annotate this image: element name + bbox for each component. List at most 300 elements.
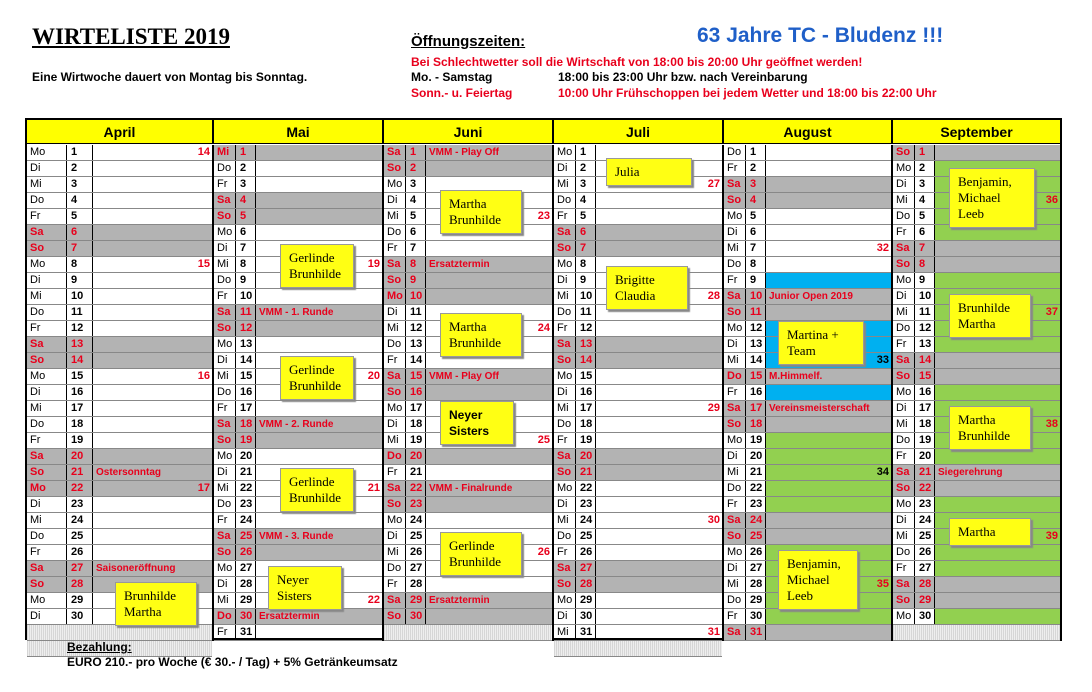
day-row (214, 401, 382, 417)
weekday-label: Sa (724, 513, 746, 528)
week-number: 23 (537, 210, 550, 222)
weekday-label: Di (893, 401, 915, 416)
day-row (27, 385, 212, 401)
day-number: 28 (67, 577, 93, 592)
bad-weather-note: Bei Schlechtwetter soll die Wirtschaft von 18:00 bis 20:00 Uhr geöffnet werden! (411, 55, 863, 69)
event-label: Vereinsmeisterschaft (769, 403, 870, 414)
weekday-label: Mo (893, 273, 915, 288)
week-number: 15 (197, 258, 210, 270)
month-header: August (724, 120, 893, 144)
page-title: WIRTELISTE 2019 (32, 24, 230, 49)
day-number: 9 (406, 273, 426, 288)
day-number: 28 (746, 577, 766, 592)
day-number: 19 (915, 433, 935, 448)
day-number: 3 (67, 177, 93, 192)
weekday-label: Fr (27, 433, 67, 448)
weekday-label: Do (724, 257, 746, 272)
week-number: 24 (537, 322, 550, 334)
weekday-label: Sa (724, 625, 746, 640)
weekday-label: Sa (214, 529, 236, 544)
day-row (724, 609, 891, 625)
day-number: 19 (576, 433, 596, 448)
weekday-label: Di (384, 193, 406, 208)
day-row (27, 353, 212, 369)
day-number: 27 (67, 561, 93, 576)
day-number: 14 (67, 353, 93, 368)
day-number: 20 (746, 449, 766, 464)
day-number: 22 (576, 481, 596, 496)
hours-text-sunday: 10:00 Uhr Frühschoppen bei jedem Wetter und 18:00 bis 22:00 Uhr (558, 86, 937, 100)
week-fill (766, 609, 891, 624)
weekday-label: Do (214, 609, 236, 624)
week-fill (766, 385, 891, 400)
assignment-note: Julia (606, 158, 692, 186)
weekday-label: Do (27, 417, 67, 432)
day-row (893, 625, 1060, 641)
day-row (384, 593, 552, 609)
day-number: 30 (746, 609, 766, 624)
day-number: 1 (915, 145, 935, 160)
weekday-label: Do (384, 225, 406, 240)
weekday-label: So (893, 593, 915, 608)
day-row (27, 465, 212, 481)
week-fill (766, 481, 891, 496)
day-row (27, 417, 212, 433)
day-row (893, 257, 1060, 273)
day-number: 7 (915, 241, 935, 256)
weekday-label: Di (27, 273, 67, 288)
day-number: 24 (576, 513, 596, 528)
weekday-label: Mo (893, 385, 915, 400)
weekday-label: Do (214, 161, 236, 176)
weekday-label: Do (214, 273, 236, 288)
day-number: 17 (406, 401, 426, 416)
day-number: 27 (236, 561, 256, 576)
day-row (214, 305, 382, 321)
weekday-label: Di (893, 177, 915, 192)
weekday-label: Di (724, 337, 746, 352)
weekday-label: So (27, 241, 67, 256)
weekday-label: Do (384, 449, 406, 464)
day-number: 9 (915, 273, 935, 288)
weekday-label: Sa (893, 577, 915, 592)
day-number: 6 (915, 225, 935, 240)
day-row (384, 289, 552, 305)
day-row (724, 289, 891, 305)
day-number: 21 (67, 465, 93, 480)
weekday-label: Mo (554, 593, 576, 608)
weekday-label: Mo (27, 257, 67, 272)
day-number: 17 (576, 401, 596, 416)
day-row (554, 417, 722, 433)
day-row (384, 241, 552, 257)
day-row (27, 497, 212, 513)
day-number: 30 (236, 609, 256, 624)
day-row (27, 433, 212, 449)
weekday-label: Do (893, 321, 915, 336)
day-number: 30 (576, 609, 596, 624)
day-number: 21 (236, 465, 256, 480)
weekday-label: Mi (384, 209, 406, 224)
day-number: 10 (576, 289, 596, 304)
day-row (27, 273, 212, 289)
day-row (893, 337, 1060, 353)
weekday-label: Fr (27, 209, 67, 224)
day-number: 23 (67, 497, 93, 512)
weekday-label: Fr (214, 177, 236, 192)
weekday-label: Mi (214, 593, 236, 608)
day-number: 13 (236, 337, 256, 352)
day-row (724, 385, 891, 401)
weekday-label: Sa (724, 289, 746, 304)
weekday-label: Mi (724, 577, 746, 592)
event-label: VMM - Finalrunde (429, 483, 513, 494)
day-number: 15 (915, 369, 935, 384)
day-number: 21 (406, 465, 426, 480)
weekday-label: Mi (554, 177, 576, 192)
day-row (214, 289, 382, 305)
day-number: 2 (406, 161, 426, 176)
day-number: 10 (406, 289, 426, 304)
month-header: September (893, 120, 1062, 144)
day-row (384, 273, 552, 289)
weekday-label: Mi (554, 289, 576, 304)
weekday-label: Do (554, 193, 576, 208)
empty-cell (554, 641, 722, 657)
weekday-label: Mi (384, 321, 406, 336)
day-number: 12 (67, 321, 93, 336)
day-row (384, 481, 552, 497)
weekday-label: Sa (724, 177, 746, 192)
day-number: 23 (406, 497, 426, 512)
weekday-label: Di (554, 161, 576, 176)
weekday-label: Fr (724, 609, 746, 624)
day-row (27, 449, 212, 465)
day-number: 1 (406, 145, 426, 160)
day-row (724, 625, 891, 641)
day-row (893, 385, 1060, 401)
weekday-label: Sa (893, 241, 915, 256)
event-label: Saisoneröffnung (96, 563, 176, 574)
day-number: 18 (915, 417, 935, 432)
day-row (724, 369, 891, 385)
assignment-note: Martina + Team (778, 321, 864, 365)
weekday-label: Do (893, 209, 915, 224)
day-row (554, 193, 722, 209)
hours-label-weekday: Mo. - Samstag (411, 70, 493, 84)
month-header: Juni (384, 120, 554, 144)
week-number: 28 (707, 290, 720, 302)
week-fill (766, 273, 891, 288)
day-number: 8 (236, 257, 256, 272)
week-fill (935, 545, 1060, 560)
day-number: 25 (67, 529, 93, 544)
day-number: 16 (406, 385, 426, 400)
weekday-label: Sa (384, 145, 406, 160)
day-number: 17 (746, 401, 766, 416)
day-row (214, 209, 382, 225)
week-note: Eine Wirtwoche dauert von Montag bis Sonntag. (32, 70, 308, 84)
day-row (893, 497, 1060, 513)
day-number: 19 (67, 433, 93, 448)
weekday-label: Mo (554, 369, 576, 384)
day-row (27, 369, 212, 385)
day-number: 26 (406, 545, 426, 560)
day-number: 23 (915, 497, 935, 512)
week-number: 25 (537, 434, 550, 446)
day-row (893, 273, 1060, 289)
day-row (214, 545, 382, 561)
day-row (554, 209, 722, 225)
day-number: 29 (576, 593, 596, 608)
weekday-label: Mo (724, 433, 746, 448)
day-row (27, 289, 212, 305)
day-number: 29 (746, 593, 766, 608)
day-row (384, 257, 552, 273)
day-number: 24 (236, 513, 256, 528)
weekday-label: Mo (214, 561, 236, 576)
event-label: Siegerehrung (938, 467, 1003, 478)
day-row (893, 577, 1060, 593)
week-fill (935, 385, 1060, 400)
month-header: Juli (554, 120, 724, 144)
day-number: 29 (406, 593, 426, 608)
weekday-label: So (724, 193, 746, 208)
weekday-label: Mi (27, 513, 67, 528)
day-row (27, 337, 212, 353)
day-number: 5 (406, 209, 426, 224)
day-row (893, 449, 1060, 465)
weekday-label: Fr (554, 209, 576, 224)
day-number: 26 (915, 545, 935, 560)
day-row (384, 369, 552, 385)
weekday-label: Mo (554, 145, 576, 160)
day-row (724, 433, 891, 449)
assignment-note: Gerlinde Brunhilde (280, 468, 354, 512)
week-number: 39 (1045, 530, 1058, 542)
day-row (893, 481, 1060, 497)
month-header: Mai (214, 120, 384, 144)
payment-text: EURO 210.- pro Woche (€ 30.- / Tag) + 5% Getränkeumsatz (67, 655, 398, 669)
weekday-label: Fr (724, 497, 746, 512)
weekday-label: Di (893, 289, 915, 304)
weekday-label: Sa (893, 353, 915, 368)
day-number: 23 (746, 497, 766, 512)
day-number: 9 (236, 273, 256, 288)
weekday-label: Fr (27, 321, 67, 336)
day-number: 1 (746, 145, 766, 160)
weekday-label: Di (724, 561, 746, 576)
assignment-note: Neyer Sisters (268, 566, 342, 610)
day-number: 3 (576, 177, 596, 192)
day-number: 19 (746, 433, 766, 448)
day-row (214, 145, 382, 161)
weekday-label: Mo (27, 369, 67, 384)
day-number: 10 (746, 289, 766, 304)
weekday-label: Mo (214, 225, 236, 240)
day-number: 14 (915, 353, 935, 368)
month-header: April (27, 120, 214, 144)
weekday-label: Do (384, 561, 406, 576)
weekday-label: So (554, 353, 576, 368)
weekday-label: Mo (214, 337, 236, 352)
weekday-label: Do (724, 593, 746, 608)
day-number: 1 (576, 145, 596, 160)
weekday-label: Sa (27, 449, 67, 464)
weekday-label: So (554, 465, 576, 480)
weekday-label: So (214, 433, 236, 448)
day-number: 6 (67, 225, 93, 240)
assignment-note: Gerlinde Brunhilde (280, 244, 354, 288)
anniversary-banner: 63 Jahre TC - Bludenz !!! (697, 24, 944, 47)
day-row (27, 529, 212, 545)
weekday-label: Do (27, 305, 67, 320)
day-number: 11 (67, 305, 93, 320)
hours-text-weekday: 18:00 bis 23:00 Uhr bzw. nach Vereinbarung (558, 70, 808, 84)
day-number: 21 (576, 465, 596, 480)
day-row (724, 529, 891, 545)
weekday-label: So (214, 545, 236, 560)
day-row (554, 625, 722, 641)
calendar-grid (25, 118, 1062, 640)
day-number: 8 (915, 257, 935, 272)
day-row (27, 625, 212, 641)
weekday-label: Do (724, 369, 746, 384)
weekday-label: Mi (214, 257, 236, 272)
day-row (554, 593, 722, 609)
weekday-label: Do (214, 385, 236, 400)
assignment-note: Brigitte Claudia (606, 266, 688, 310)
assignment-note: Neyer Sisters (440, 401, 514, 445)
weekday-label: Mo (27, 593, 67, 608)
day-row (724, 481, 891, 497)
hours-label-sunday: Sonn.- u. Feiertag (411, 86, 513, 100)
event-label: Ostersonntag (96, 467, 162, 478)
day-number: 27 (406, 561, 426, 576)
day-number: 28 (576, 577, 596, 592)
weekday-label: Sa (27, 561, 67, 576)
day-number: 12 (236, 321, 256, 336)
day-number: 19 (406, 433, 426, 448)
weekday-label: Mo (384, 177, 406, 192)
day-number: 31 (746, 625, 766, 640)
day-row (214, 177, 382, 193)
day-row (384, 385, 552, 401)
day-row (554, 561, 722, 577)
weekday-label: So (554, 241, 576, 256)
day-number: 3 (406, 177, 426, 192)
weekday-label: Sa (554, 337, 576, 352)
day-number: 4 (406, 193, 426, 208)
event-label: Ersatztermin (429, 259, 490, 270)
event-label: M.Himmelf. (769, 371, 823, 382)
day-row (554, 529, 722, 545)
weekday-label: Sa (214, 193, 236, 208)
weekday-label: Fr (27, 545, 67, 560)
week-number: 26 (537, 546, 550, 558)
weekday-label: Di (27, 161, 67, 176)
day-number: 9 (746, 273, 766, 288)
day-row (384, 145, 552, 161)
event-label: VMM - 3. Runde (259, 531, 334, 542)
day-number: 15 (236, 369, 256, 384)
weekday-label: Fr (384, 241, 406, 256)
day-row (384, 449, 552, 465)
day-number: 7 (576, 241, 596, 256)
week-number: 20 (367, 370, 380, 382)
weekday-label: Di (724, 225, 746, 240)
weekday-label: Mi (724, 465, 746, 480)
day-row (214, 449, 382, 465)
day-number: 20 (67, 449, 93, 464)
day-row (724, 193, 891, 209)
day-number: 13 (915, 337, 935, 352)
day-row (554, 577, 722, 593)
weekday-label: So (724, 417, 746, 432)
day-number: 28 (406, 577, 426, 592)
event-label: VMM - 1. Runde (259, 307, 334, 318)
weekday-label: Sa (384, 369, 406, 384)
day-number: 4 (576, 193, 596, 208)
day-number: 22 (746, 481, 766, 496)
day-number: 28 (915, 577, 935, 592)
day-row (893, 353, 1060, 369)
weekday-label: Sa (554, 225, 576, 240)
week-number: 16 (197, 370, 210, 382)
weekday-label: Sa (384, 257, 406, 272)
day-number: 4 (236, 193, 256, 208)
day-number: 12 (406, 321, 426, 336)
day-number: 19 (236, 433, 256, 448)
weekday-label: Fr (384, 465, 406, 480)
day-row (724, 209, 891, 225)
day-number: 26 (67, 545, 93, 560)
day-number: 7 (67, 241, 93, 256)
week-fill (766, 449, 891, 464)
day-number: 31 (236, 625, 256, 640)
week-fill (935, 497, 1060, 512)
day-number: 26 (746, 545, 766, 560)
weekday-label: Di (724, 449, 746, 464)
day-row (27, 241, 212, 257)
weekday-label: Di (214, 241, 236, 256)
day-row (724, 417, 891, 433)
day-row (27, 481, 212, 497)
weekday-label: Mi (554, 401, 576, 416)
weekday-label: Do (554, 417, 576, 432)
day-number: 26 (236, 545, 256, 560)
day-row (724, 177, 891, 193)
day-number: 25 (406, 529, 426, 544)
day-row (724, 257, 891, 273)
day-number: 20 (236, 449, 256, 464)
weekday-label: Di (384, 417, 406, 432)
weekday-label: Mi (893, 193, 915, 208)
weekday-label: Mo (384, 513, 406, 528)
day-number: 20 (406, 449, 426, 464)
day-row (724, 513, 891, 529)
day-number: 21 (915, 465, 935, 480)
day-row (27, 257, 212, 273)
day-number: 22 (406, 481, 426, 496)
day-number: 2 (67, 161, 93, 176)
weekday-label: So (893, 257, 915, 272)
week-fill (935, 609, 1060, 624)
day-number: 10 (915, 289, 935, 304)
day-row (27, 145, 212, 161)
weekday-label: So (214, 209, 236, 224)
day-row (554, 369, 722, 385)
